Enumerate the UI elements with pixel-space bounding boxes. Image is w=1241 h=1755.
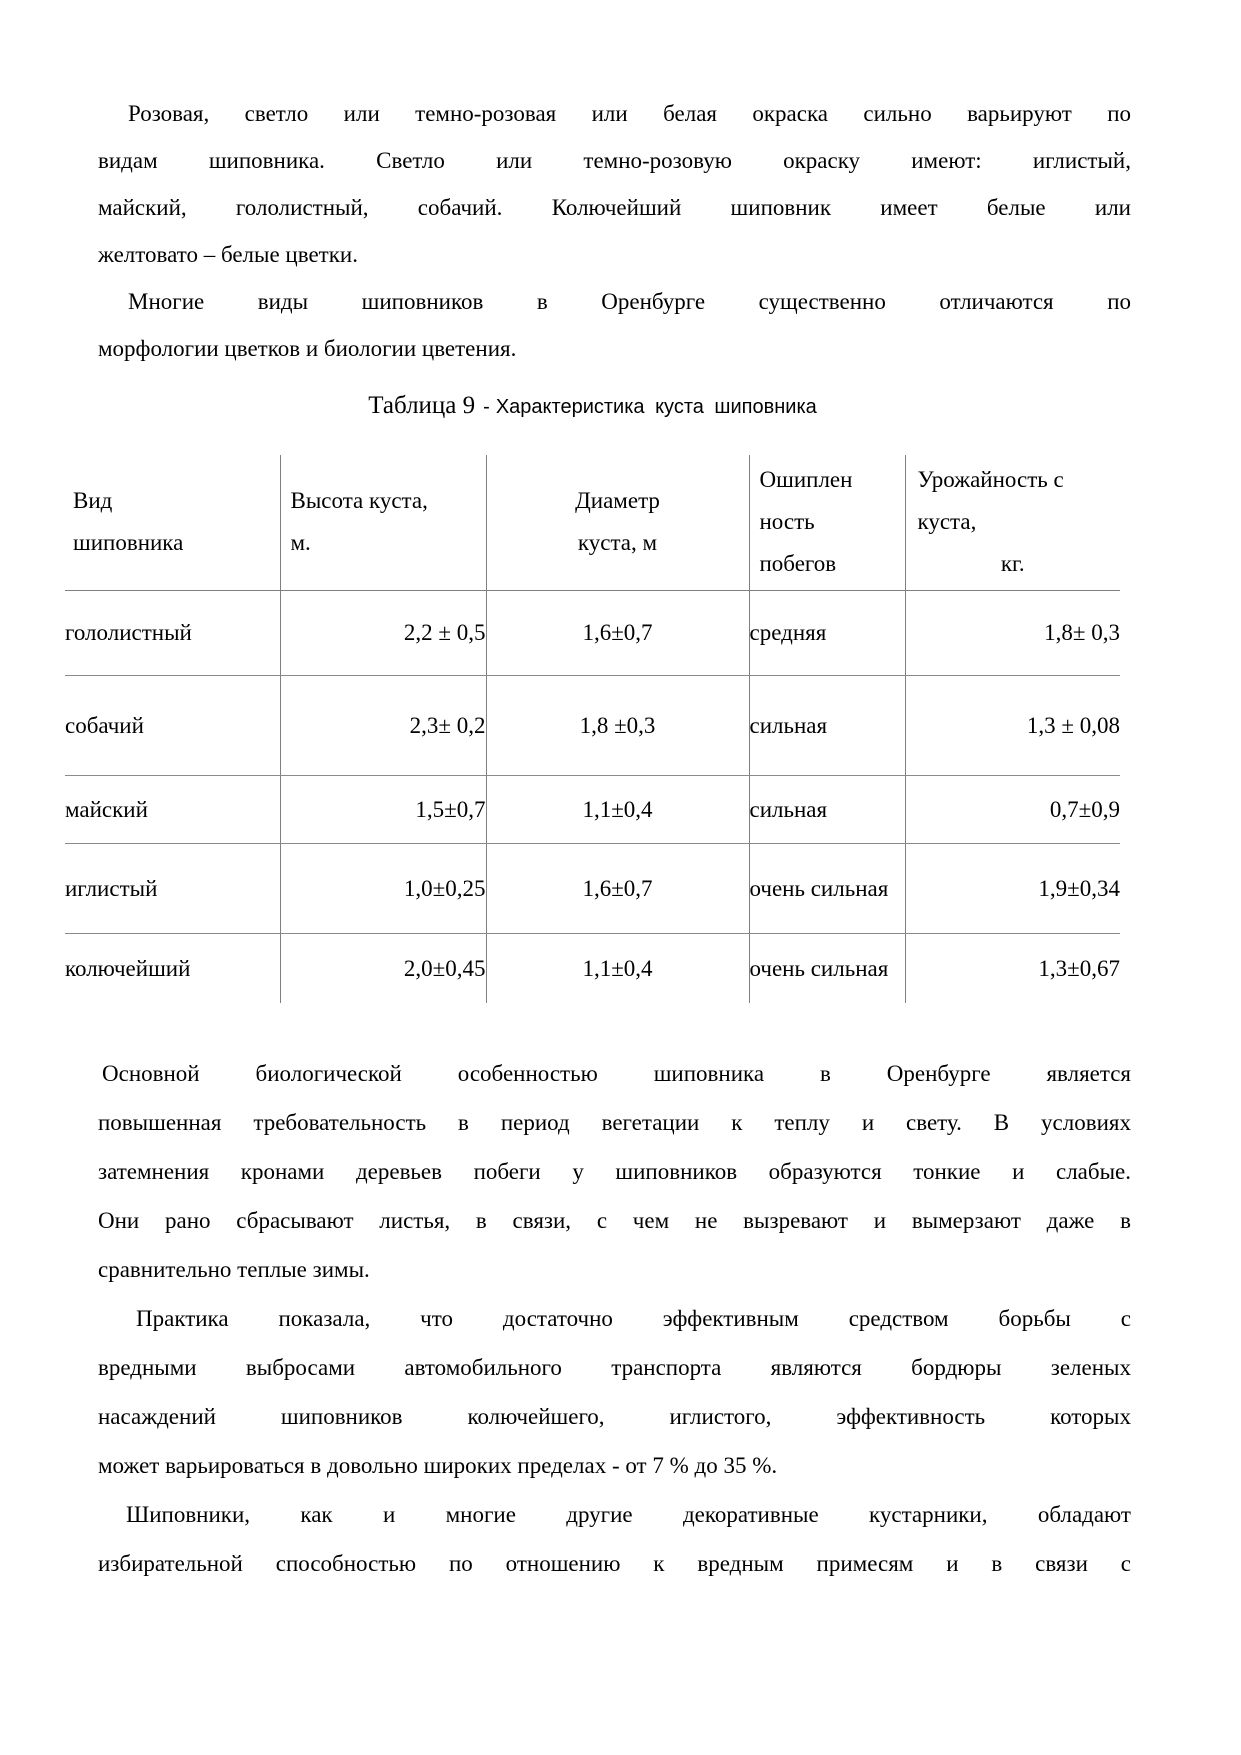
cell-species: гололистный bbox=[65, 590, 280, 675]
cell-height: 1,5±0,7 bbox=[280, 775, 486, 843]
cell-height: 2,3± 0,2 bbox=[280, 675, 486, 775]
header-line: Высота куста, bbox=[290, 488, 428, 514]
cell-thorniness: сильная bbox=[749, 775, 905, 843]
rosehip-characteristics-table bbox=[65, 455, 1120, 1003]
cell-yield: 1,9±0,34 bbox=[905, 843, 1120, 933]
cell-height: 1,0±0,25 bbox=[280, 843, 486, 933]
table-row bbox=[65, 775, 1120, 843]
header-line: побегов bbox=[759, 551, 837, 577]
paragraph-practice bbox=[98, 1294, 1131, 1490]
text-line: повышенная требовательность в период вегетации к теплу и свету. В условиях bbox=[98, 1110, 1131, 1135]
cell-diameter: 1,1±0,4 bbox=[486, 775, 749, 843]
header-cell-thorniness bbox=[749, 455, 905, 590]
table-row bbox=[65, 675, 1120, 775]
header-line: Диаметр bbox=[575, 488, 660, 514]
cell-species: майский bbox=[65, 775, 280, 843]
header-cell-diameter bbox=[486, 455, 749, 590]
header-line: куста, bbox=[917, 509, 977, 535]
header-line: Вид bbox=[73, 488, 113, 514]
table-caption bbox=[65, 386, 1120, 427]
header-line: куста, м bbox=[577, 530, 658, 556]
header-line: ность bbox=[759, 509, 815, 535]
text-line: вредными выбросами автомобильного транспорта являются бордюры зеленых bbox=[98, 1355, 1131, 1380]
text-line: майский, гололистный, собачий. Колючейший шиповник имеет белые или bbox=[98, 195, 1131, 220]
header-cell-height bbox=[280, 455, 486, 590]
text-line: желтовато – белые цветки. bbox=[98, 242, 358, 267]
text-line: морфологии цветков и биологии цветения. bbox=[98, 336, 517, 361]
paragraph-leaves bbox=[98, 1196, 1131, 1294]
cell-diameter: 1,6±0,7 bbox=[486, 843, 749, 933]
paragraph-orenburg-species bbox=[98, 278, 1131, 372]
table-row bbox=[65, 590, 1120, 675]
text-line: Шиповники, как и многие другие декоративные кустарники, обладают bbox=[126, 1502, 1131, 1527]
cell-yield: 0,7±0,9 bbox=[905, 775, 1120, 843]
cell-species: колючейший bbox=[65, 933, 280, 1003]
cell-thorniness: сильная bbox=[749, 675, 905, 775]
text-line: Основной биологической особенностью шиповника в Оренбурге является bbox=[102, 1061, 1131, 1086]
text-line: Они рано сбрасывают листья, в связи, с чем не вызревают и вымерзают даже в bbox=[98, 1208, 1131, 1233]
table-header-row bbox=[65, 455, 1120, 590]
text-line: сравнительно теплые зимы. bbox=[98, 1257, 370, 1282]
cell-diameter: 1,8 ±0,3 bbox=[486, 675, 749, 775]
header-line: Урожайность с bbox=[917, 467, 1064, 493]
cell-species: иглистый bbox=[65, 843, 280, 933]
table-caption-number: Таблица 9 bbox=[368, 392, 476, 419]
text-line: затемнения кронами деревьев побеги у шиповников образуются тонкие и слабые. bbox=[98, 1159, 1131, 1184]
text-line: может варьироваться в довольно широких пределах - от 7 % до 35 %. bbox=[98, 1453, 778, 1478]
paragraph-flower-color bbox=[98, 90, 1131, 278]
table-caption-dash: - bbox=[483, 396, 490, 418]
header-cell-yield bbox=[905, 455, 1120, 590]
text-line: Многие виды шиповников в Оренбурге существенно отличаются по bbox=[128, 289, 1131, 314]
cell-thorniness: очень сильная bbox=[749, 843, 905, 933]
cell-height: 2,2 ± 0,5 bbox=[280, 590, 486, 675]
cell-thorniness: очень сильная bbox=[749, 933, 905, 1003]
cell-diameter: 1,1±0,4 bbox=[486, 933, 749, 1003]
cell-diameter: 1,6±0,7 bbox=[486, 590, 749, 675]
cell-species: собачий bbox=[65, 675, 280, 775]
header-cell-species bbox=[65, 455, 280, 590]
cell-height: 2,0±0,45 bbox=[280, 933, 486, 1003]
text-line: Розовая, светло или темно-розовая или белая окраска сильно варьируют по bbox=[128, 101, 1131, 126]
cell-thorniness: средняя bbox=[749, 590, 905, 675]
cell-yield: 1,8± 0,3 bbox=[905, 590, 1120, 675]
paragraph-biology bbox=[98, 1049, 1131, 1196]
text-line: видам шиповника. Светло или темно-розовую окраску имеют: иглистый, bbox=[98, 148, 1131, 173]
cell-yield: 1,3 ± 0,08 bbox=[905, 675, 1120, 775]
table-row bbox=[65, 933, 1120, 1003]
cell-yield: 1,3±0,67 bbox=[1038, 955, 1120, 981]
text-line: избирательной способностью по отношению к вредным примесям и в связи с bbox=[98, 1551, 1131, 1576]
table-row bbox=[65, 843, 1120, 933]
header-line: м. bbox=[290, 530, 311, 556]
text-line: Практика показала, что достаточно эффективным средством борьбы с bbox=[136, 1306, 1131, 1331]
header-line: шиповника bbox=[73, 530, 184, 556]
paragraph-selectivity bbox=[98, 1490, 1131, 1588]
header-line: Ошиплен bbox=[759, 467, 853, 493]
text-line: насаждений шиповников колючейшего, иглистого, эффективность которых bbox=[98, 1404, 1131, 1429]
table-caption-title: Характеристика куста шиповника bbox=[495, 396, 817, 418]
header-line: кг. bbox=[1000, 551, 1025, 577]
